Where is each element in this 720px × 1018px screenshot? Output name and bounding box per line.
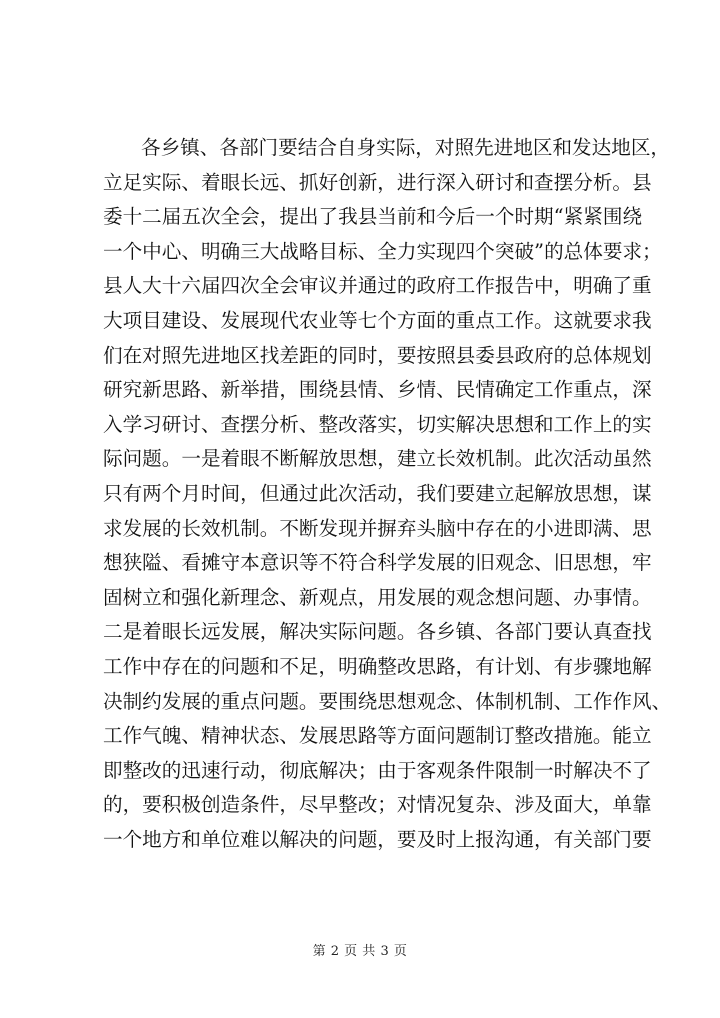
body-paragraph — [103, 131, 672, 857]
text-line: 研究新思路、新举措，围绕县情、乡情、民情确定工作重点，深 — [103, 378, 652, 402]
text-line: 固树立和强化新理念、新观点，用发展的观念想问题、办事情。 — [103, 585, 652, 609]
text-line: 际问题。一是着眼不断解放思想，建立长效机制。此次活动虽然 — [103, 447, 652, 471]
text-line: 一个中心、明确三大战略目标、全力实现四个突破”的总体要求； — [103, 239, 662, 263]
text-line: 即整改的迅速行动，彻底解决；由于客观条件限制一时解决不了 — [103, 758, 652, 782]
text-line: 县人大十六届四次全会审议并通过的政府工作报告中，明确了重 — [103, 274, 652, 298]
text-line: 只有两个月时间，但通过此次活动，我们要建立起解放思想，谋 — [103, 481, 652, 505]
text-line: 立足实际、着眼长远、抓好创新，进行深入研讨和查摆分析。县 — [103, 170, 652, 194]
text-line: 们在对照先进地区找差距的同时，要按照县委县政府的总体规划 — [103, 343, 652, 367]
page-number-footer: 第 2 页 共 3 页 — [312, 944, 408, 959]
text-line: 一个地方和单位难以解决的问题，要及时上报沟通，有关部门要 — [103, 827, 652, 851]
text-line: 入学习研讨、查摆分析、整改落实，切实解决思想和工作上的实 — [103, 412, 652, 436]
text-line: 各乡镇、各部门要结合自身实际，对照先进地区和发达地区， — [141, 136, 671, 159]
text-line: 求发展的长效机制。不断发现并摒弃头脑中存在的小进即满、思 — [103, 516, 652, 540]
text-line: 决制约发展的重点问题。要围绕思想观念、体制机制、工作作风、 — [103, 689, 672, 713]
text-line: 想狭隘、看摊守本意识等不符合科学发展的旧观念、旧思想，牢 — [103, 551, 652, 575]
text-line: 大项目建设、发展现代农业等七个方面的重点工作。这就要求我 — [103, 308, 652, 332]
text-line: 委十二届五次全会，提出了我县当前和今后一个时期“紧紧围绕 — [103, 205, 643, 229]
text-line: 的，要积极创造条件，尽早整改；对情况复杂、涉及面大，单靠 — [103, 793, 652, 817]
text-line: 工作气魄、精神状态、发展思路等方面问题制订整改措施。能立 — [103, 724, 652, 748]
text-line: 二是着眼长远发展，解决实际问题。各乡镇、各部门要认真查找 — [103, 620, 652, 644]
text-line: 工作中存在的问题和不足，明确整改思路，有计划、有步骤地解 — [103, 654, 652, 678]
